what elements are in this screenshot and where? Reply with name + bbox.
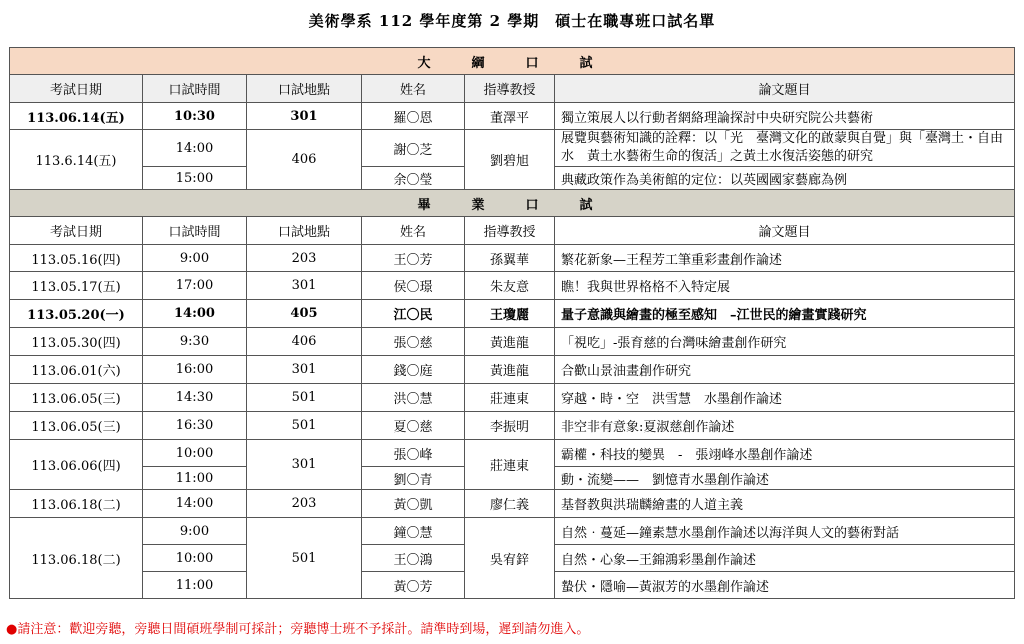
- table-row: [10, 245, 1015, 272]
- topic-cell: 非空非有意象:夏淑慈創作論述: [555, 412, 1015, 440]
- exam-schedule-table: [9, 47, 1015, 599]
- table-row: [10, 356, 1015, 384]
- header-date: 考試日期: [10, 217, 143, 245]
- name-cell: 錢〇庭: [362, 356, 465, 384]
- place-cell: 203: [247, 490, 362, 518]
- place-cell: 301: [247, 440, 362, 490]
- time-cell: 14:00: [143, 490, 247, 518]
- time-cell: 9:00: [143, 245, 247, 272]
- date-cell: 113.06.01(六): [10, 356, 143, 384]
- column-header-row: [10, 75, 1015, 103]
- table-row: [10, 518, 1015, 545]
- advisor-cell: 吳宥鋅: [465, 518, 555, 599]
- header-advisor: 指導教授: [465, 217, 555, 245]
- header-place: 口試地點: [247, 217, 362, 245]
- section-title: 畢 業 口 試: [10, 190, 1015, 217]
- time-cell: 16:30: [143, 412, 247, 440]
- name-cell: 黃〇芳: [362, 572, 465, 599]
- time-cell: 10:00: [143, 440, 247, 467]
- header-name: 姓名: [362, 75, 465, 103]
- section-title: 大 綱 口 試: [10, 48, 1015, 75]
- name-cell: 張〇慈: [362, 328, 465, 356]
- time-cell: 10:00: [143, 545, 247, 572]
- name-cell: 謝〇芝: [362, 130, 465, 167]
- time-cell: 16:00: [143, 356, 247, 384]
- header-advisor: 指導教授: [465, 75, 555, 103]
- topic-cell: 合歡山景油畫創作研究: [555, 356, 1015, 384]
- topic-cell: 展覽與藝術知識的詮釋：以「光 臺灣文化的啟蒙與自覺」與「臺灣土・自由水 黃土水藝術生命的復活」之黃土水復活姿態的研究: [555, 130, 1015, 167]
- topic-cell: 量子意識與繪畫的極至感知 –江世民的繪畫實踐研究: [555, 300, 1015, 328]
- time-cell: 15:00: [143, 167, 247, 190]
- time-cell: 11:00: [143, 572, 247, 599]
- topic-cell: 霸權・科技的變異 - 張翊峰水墨創作論述: [555, 440, 1015, 467]
- place-cell: 406: [247, 130, 362, 190]
- time-cell: 17:00: [143, 272, 247, 300]
- topic-cell: 基督教與洪瑞麟繪畫的人道主義: [555, 490, 1015, 518]
- advisor-cell: 廖仁義: [465, 490, 555, 518]
- date-cell: 113.05.20(一): [10, 300, 143, 328]
- name-cell: 王〇鴻: [362, 545, 465, 572]
- table-row: [10, 328, 1015, 356]
- topic-cell: 瞧！我與世界格格不入特定展: [555, 272, 1015, 300]
- name-cell: 洪〇慧: [362, 384, 465, 412]
- table-row: [10, 384, 1015, 412]
- header-time: 口試時間: [143, 217, 247, 245]
- table-row: [10, 300, 1015, 328]
- name-cell: 羅〇恩: [362, 103, 465, 130]
- date-cell: 113.06.18(二): [10, 518, 143, 599]
- advisor-cell: 黃進龍: [465, 328, 555, 356]
- time-cell: 10:30: [143, 103, 247, 130]
- header-place: 口試地點: [247, 75, 362, 103]
- place-cell: 406: [247, 328, 362, 356]
- page-title: 美術學系 112 學年度第 2 學期 碩士在職專班口試名單: [308, 12, 716, 30]
- topic-cell: 動・流變—— 劉憶青水墨創作論述: [555, 467, 1015, 490]
- advisor-cell: 李振明: [465, 412, 555, 440]
- topic-cell: 獨立策展人以行動者網絡理論探討中央研究院公共藝術: [555, 103, 1015, 130]
- advisor-cell: 莊連東: [465, 384, 555, 412]
- header-topic: 論文題目: [555, 217, 1015, 245]
- name-cell: 余〇瑩: [362, 167, 465, 190]
- date-cell: 113.06.14(五): [10, 103, 143, 130]
- advisor-cell: 劉碧旭: [465, 130, 555, 190]
- place-cell: 301: [247, 103, 362, 130]
- advisor-cell: 董澤平: [465, 103, 555, 130]
- name-cell: 劉〇青: [362, 467, 465, 490]
- name-cell: 張〇峰: [362, 440, 465, 467]
- date-cell: 113.06.05(三): [10, 384, 143, 412]
- topic-cell: 繁花新象—王程芳工筆重彩畫創作論述: [555, 245, 1015, 272]
- time-cell: 14:30: [143, 384, 247, 412]
- topic-cell: 穿越・時・空 洪雪慧 水墨創作論述: [555, 384, 1015, 412]
- time-cell: 11:00: [143, 467, 247, 490]
- place-cell: 203: [247, 245, 362, 272]
- table-row: [10, 440, 1015, 467]
- graduation-section-header: [10, 190, 1015, 217]
- name-cell: 鐘〇慧: [362, 518, 465, 545]
- header-topic: 論文題目: [555, 75, 1015, 103]
- attendance-notice: ●請注意：歡迎旁聽，旁聽日間碩班學制可採計；旁聽博士班不予採計。請準時到場，遲到請勿進入。: [6, 622, 590, 637]
- place-cell: 501: [247, 384, 362, 412]
- outline-section-header: [10, 48, 1015, 75]
- place-cell: 301: [247, 356, 362, 384]
- topic-cell: 自然・心象—王錦鴻彩墨創作論述: [555, 545, 1015, 572]
- date-cell: 113.06.18(二): [10, 490, 143, 518]
- time-cell: 9:30: [143, 328, 247, 356]
- date-cell: 113.05.30(四): [10, 328, 143, 356]
- column-header-row: [10, 217, 1015, 245]
- table-row: [10, 490, 1015, 518]
- topic-cell: 自然‧蔓延—鐘素慧水墨創作論述以海洋與人文的藝術對話: [555, 518, 1015, 545]
- name-cell: 夏〇慈: [362, 412, 465, 440]
- advisor-cell: 王瓊麗: [465, 300, 555, 328]
- topic-cell: 蟄伏・隱喻—黃淑芳的水墨創作論述: [555, 572, 1015, 599]
- table-row: [10, 412, 1015, 440]
- place-cell: 405: [247, 300, 362, 328]
- date-cell: 113.6.14(五): [10, 130, 143, 190]
- advisor-cell: 朱友意: [465, 272, 555, 300]
- name-cell: 黃〇凱: [362, 490, 465, 518]
- name-cell: 侯〇璟: [362, 272, 465, 300]
- time-cell: 14:00: [143, 300, 247, 328]
- header-date: 考試日期: [10, 75, 143, 103]
- place-cell: 301: [247, 272, 362, 300]
- topic-cell: 典藏政策作為美術館的定位：以英國國家藝廊為例: [555, 167, 1015, 190]
- advisor-cell: 孫翼華: [465, 245, 555, 272]
- topic-cell: 「視吃」-張育慈的台灣味繪畫創作研究: [555, 328, 1015, 356]
- name-cell: 江〇民: [362, 300, 465, 328]
- name-cell: 王〇芳: [362, 245, 465, 272]
- header-name: 姓名: [362, 217, 465, 245]
- place-cell: 501: [247, 518, 362, 599]
- table-row: [10, 103, 1015, 130]
- date-cell: 113.05.17(五): [10, 272, 143, 300]
- advisor-cell: 莊連東: [465, 440, 555, 490]
- header-time: 口試時間: [143, 75, 247, 103]
- time-cell: 9:00: [143, 518, 247, 545]
- table-row: [10, 130, 1015, 167]
- table-row: [10, 272, 1015, 300]
- date-cell: 113.05.16(四): [10, 245, 143, 272]
- date-cell: 113.06.06(四): [10, 440, 143, 490]
- advisor-cell: 黃進龍: [465, 356, 555, 384]
- place-cell: 501: [247, 412, 362, 440]
- time-cell: 14:00: [143, 130, 247, 167]
- date-cell: 113.06.05(三): [10, 412, 143, 440]
